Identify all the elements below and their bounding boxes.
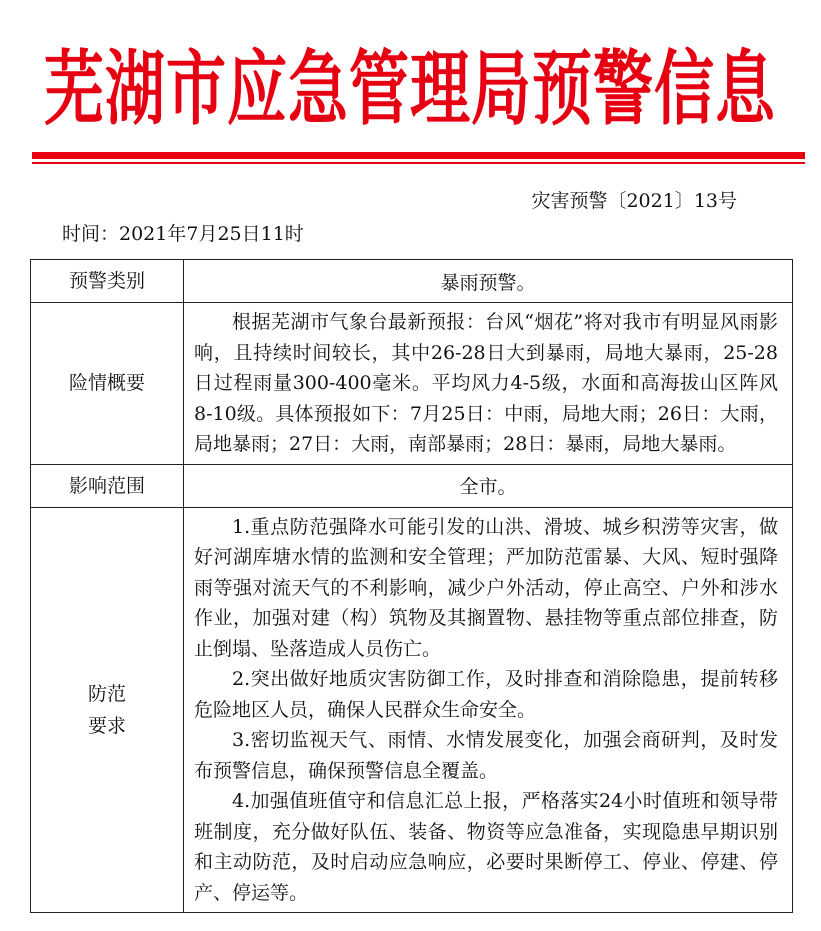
value-risk-summary: [184, 303, 793, 465]
risk-summary-text: 根据芜湖市气象台最新预报：台风“烟花”将对我市有明显风雨影响，且持续时间较长，其中26-28日大到暴雨，局地大暴雨，25-28日过程雨量300-400毫米。平均风力4-5级，水面和高海拔山区阵风8-10级。具体预报如下：7月25日：中雨，局地大雨；26日：大雨，局地暴雨；27日：大雨，南部暴雨；28日：暴雨，局地大暴雨。: [194, 311, 778, 455]
value-impact-scope: 全市。: [184, 464, 793, 507]
table-row-scope: [31, 464, 793, 507]
table-row-summary: [31, 303, 793, 465]
label-risk-summary: 险情概要: [31, 303, 184, 465]
label-prevention-requirements: [31, 507, 184, 913]
masthead-title: 芜湖市应急管理局预警信息: [44, 42, 776, 137]
value-warning-category: 暴雨预警。: [184, 260, 793, 303]
document-number: 灾害预警〔2021〕13号: [531, 190, 737, 212]
value-prevention-requirements: [184, 507, 793, 913]
label-line: 防范: [87, 682, 126, 705]
masthead-rule-thick: [32, 152, 805, 159]
issue-time: 时间：2021年7月25日11时: [62, 223, 304, 245]
table-row-category: [31, 260, 793, 303]
label-warning-category: 预警类别: [31, 260, 184, 303]
requirement-paragraph: 3.密切监视天气、雨情、水情发展变化，加强会商研判，及时发布预警信息，确保预警信息全覆盖。: [194, 729, 778, 782]
label-line: 要求: [87, 714, 126, 737]
label-impact-scope: 影响范围: [31, 464, 184, 507]
warning-info-table: [30, 259, 793, 913]
table-row-requirements: [31, 507, 793, 913]
requirement-paragraph: 1.重点防范强降水可能引发的山洪、滑坡、城乡积涝等灾害，做好河湖库塘水情的监测和安全管理；严加防范雷暴、大风、短时强降雨等强对流天气的不利影响，减少户外活动，停止高空、户外和涉水作业，加强对建（构）筑物及其搁置物、悬挂物等重点部位排查，防止倒塌、坠落造成人员伤亡。: [194, 515, 778, 660]
masthead-rule-thin: [32, 162, 805, 164]
requirement-paragraph: 2.突出做好地质灾害防御工作，及时排查和消除隐患，提前转移危险地区人员，确保人民群众生命安全。: [194, 668, 778, 721]
requirement-paragraph: 4.加强值班值守和信息汇总上报，严格落实24小时值班和领导带班制度，充分做好队伍、装备、物资等应急准备，实现隐患早期识别和主动防范，及时启动应急响应，必要时果断停工、停业、停建、停产、停运等。: [194, 790, 778, 904]
